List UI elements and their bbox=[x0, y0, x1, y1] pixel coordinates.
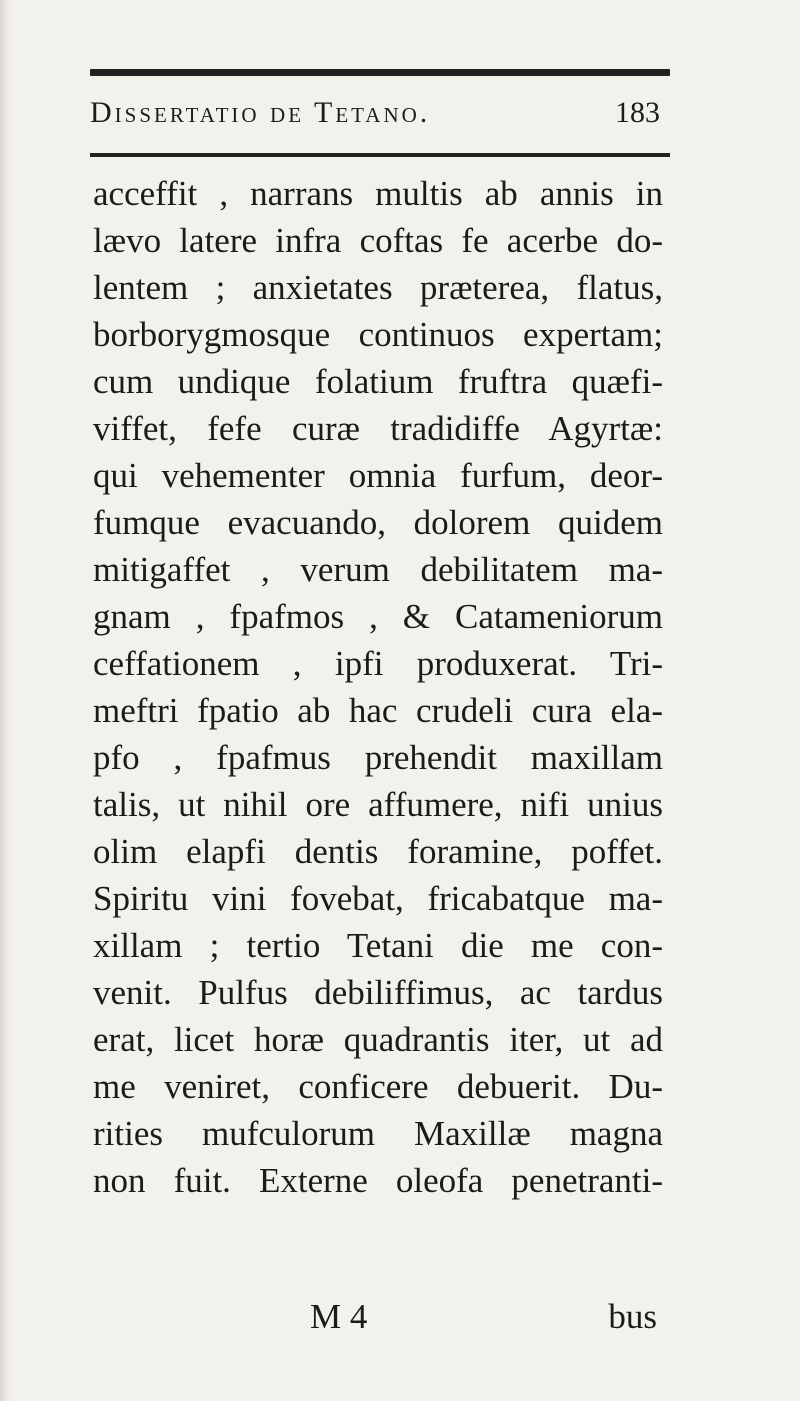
text-line: lentem ; anxietates præterea, flatus, bbox=[93, 268, 663, 307]
catchword: bus bbox=[608, 1297, 657, 1336]
text-line: rities mufculorum Maxillæ magna bbox=[93, 1114, 663, 1153]
text-line: ceffationem , ipfi produxerat. Tri- bbox=[93, 644, 663, 683]
text-line: acceffit , narrans multis ab annis in bbox=[93, 174, 663, 213]
text-line: mitigaffet , verum debilitatem ma- bbox=[93, 550, 663, 589]
text-line: fumque evacuando, dolorem quidem bbox=[93, 503, 663, 542]
text-line: talis, ut nihil ore affumere, nifi unius bbox=[93, 785, 663, 824]
text-line: meftri fpatio ab hac crudeli cura ela- bbox=[93, 691, 663, 730]
page-footer bbox=[93, 1297, 663, 1345]
body-text bbox=[93, 170, 663, 1204]
running-title: Dissertatio de Tetano. bbox=[90, 96, 431, 129]
text-line: borborygmosque continuos expertam; bbox=[93, 315, 663, 354]
text-line: gnam , fpafmos , & Catameniorum bbox=[93, 597, 663, 636]
page-edge bbox=[0, 0, 12, 1401]
signature-mark: M 4 bbox=[310, 1297, 368, 1336]
header-rule-top bbox=[90, 69, 670, 76]
text-line: viffet, fefe curæ tradidiffe Agyrtæ: bbox=[93, 409, 663, 448]
text-line: pfo , fpafmus prehendit maxillam bbox=[93, 738, 663, 777]
text-line: venit. Pulfus debiliffimus, ac tardus bbox=[93, 973, 663, 1012]
text-line: Spiritu vini fovebat, fricabatque ma- bbox=[93, 879, 663, 918]
page-number: 183 bbox=[615, 96, 660, 129]
text-line: me veniret, conficere debuerit. Du- bbox=[93, 1067, 663, 1106]
text-line: lævo latere infra coftas fe acerbe do- bbox=[93, 221, 663, 260]
header-rule-bottom bbox=[90, 153, 670, 157]
text-line: non fuit. Externe oleofa penetranti- bbox=[93, 1161, 663, 1200]
text-line: xillam ; tertio Tetani die me con- bbox=[93, 926, 663, 965]
text-line: erat, licet horæ quadrantis iter, ut ad bbox=[93, 1020, 663, 1059]
text-line: qui vehementer omnia furfum, deor- bbox=[93, 456, 663, 495]
text-line: cum undique folatium fruftra quæfi- bbox=[93, 362, 663, 401]
text-line: olim elapfi dentis foramine, poffet. bbox=[93, 832, 663, 871]
running-header bbox=[90, 90, 660, 140]
